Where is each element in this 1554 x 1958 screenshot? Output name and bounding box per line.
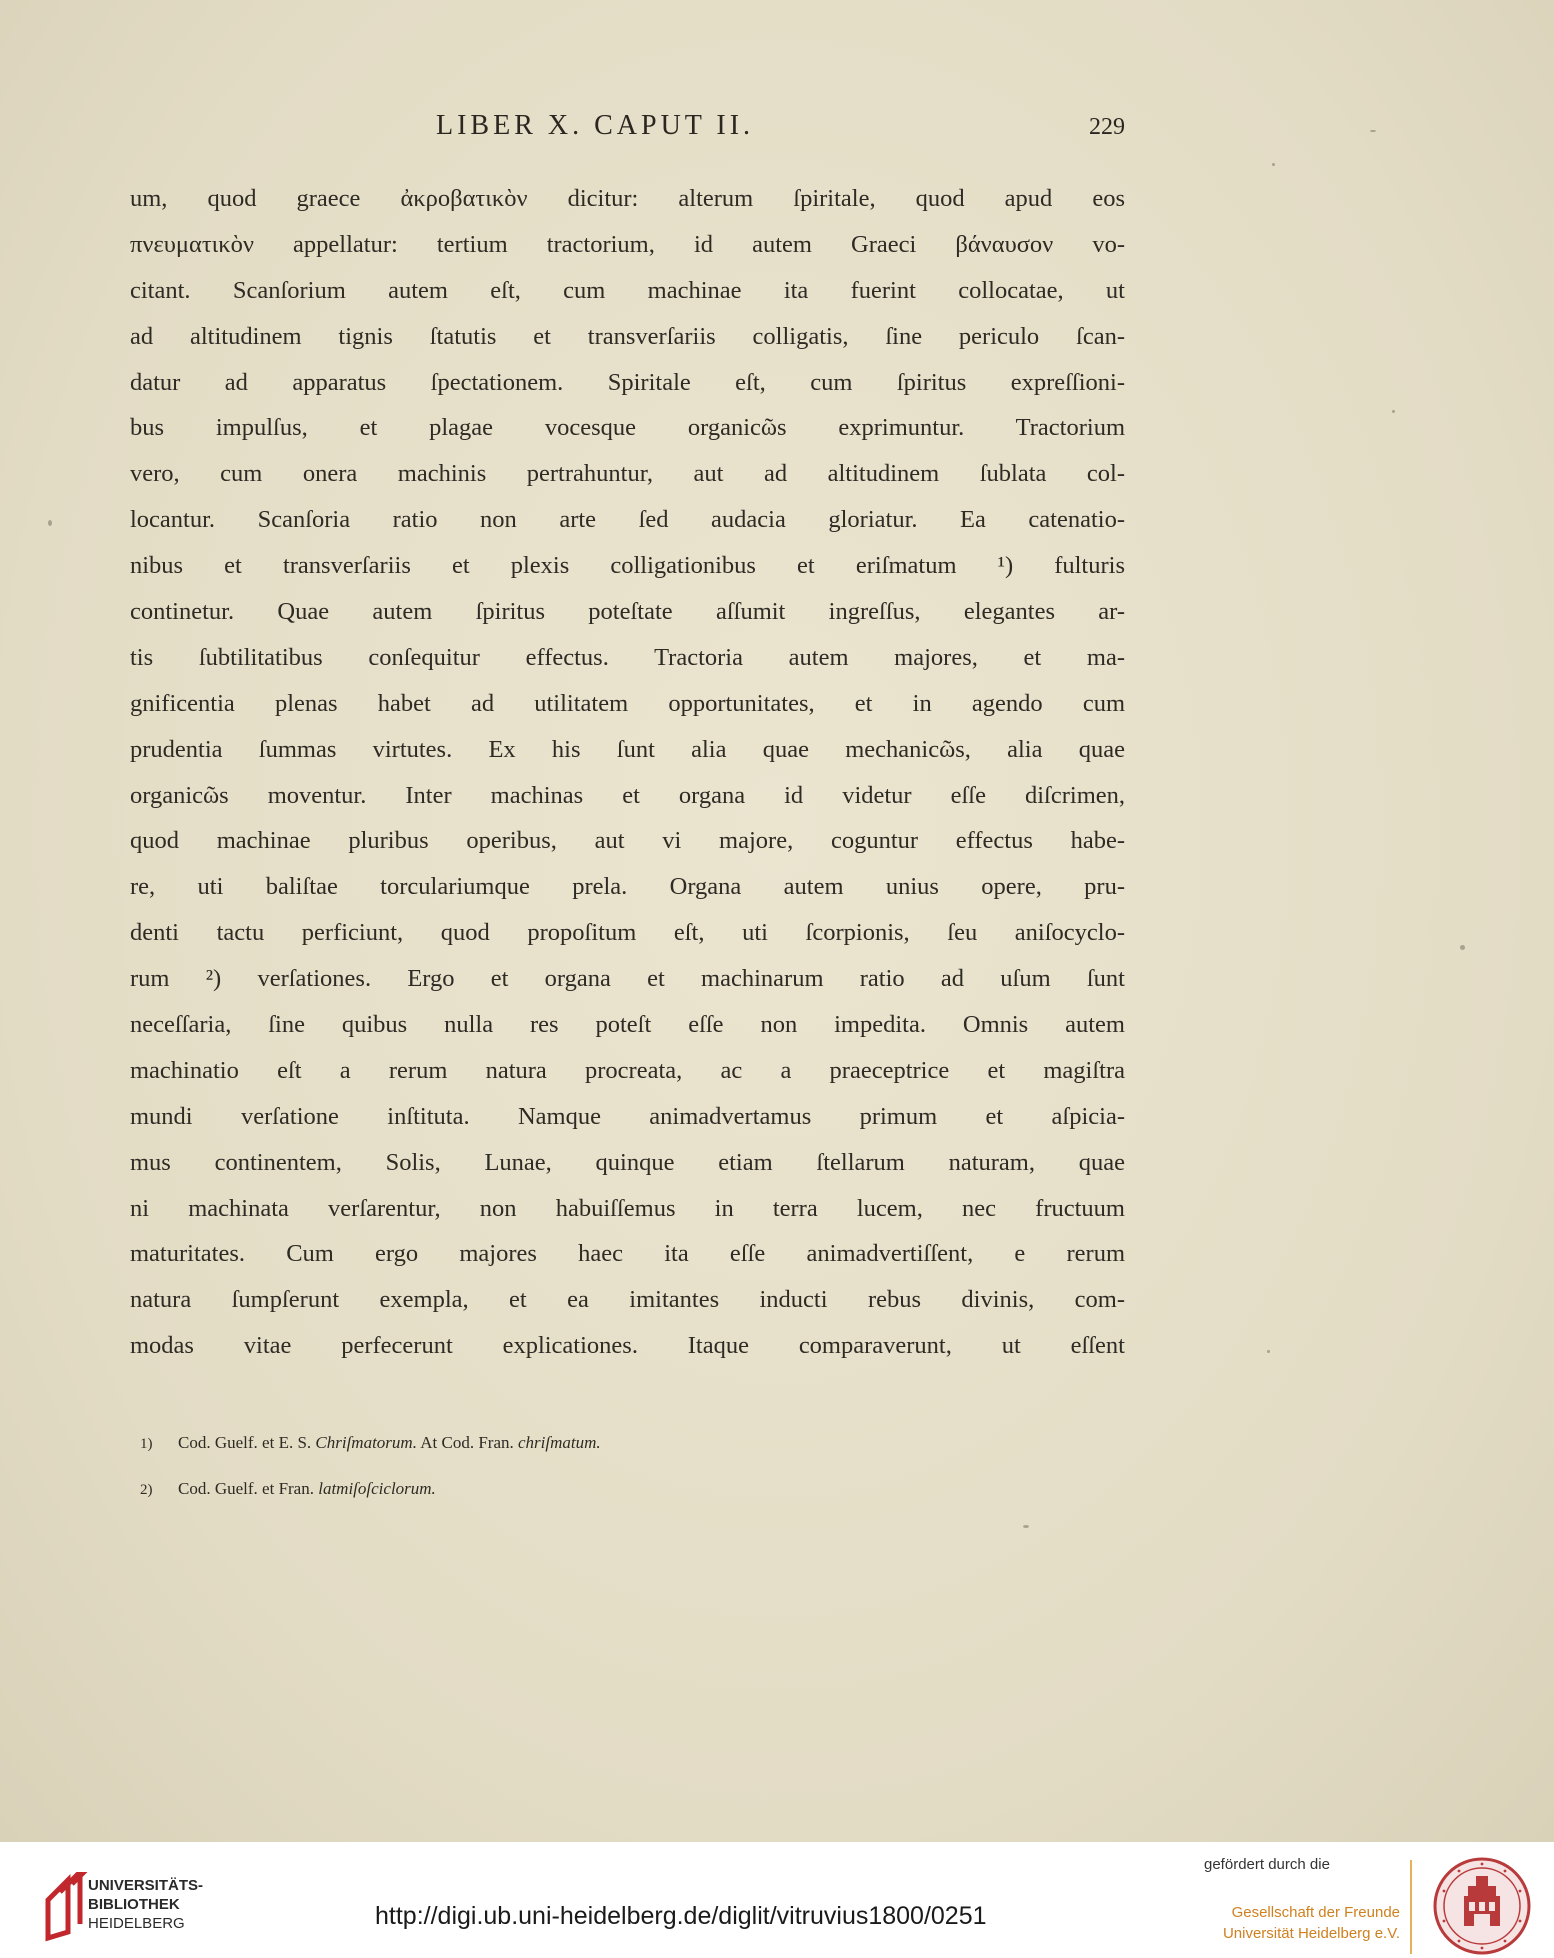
university-seal-icon: [1432, 1856, 1532, 1956]
library-name: [88, 1876, 203, 1933]
text-line: bus impulſus, et plagae vocesque organicῶs exprimuntur. Tractorium: [130, 414, 1125, 442]
sponsor-divider: [1410, 1860, 1412, 1954]
text-line: modas vitae perfecerunt explicationes. Itaque comparaverunt, ut eſſent: [130, 1332, 1125, 1360]
sponsor-name: [1204, 1902, 1400, 1944]
digitization-footer: [0, 1842, 1554, 1958]
sponsor-name-line1: Gesellschaft der Freunde: [1231, 1904, 1400, 1921]
text-line: prudentia ſummas virtutes. Ex his ſunt alia quae mechanicῶs, alia quae: [130, 735, 1125, 763]
footnote-text: At Cod. Fran.: [416, 1433, 519, 1452]
text-line: denti tactu perficiunt, quod propoſitum eſt, uti ſcorpionis, ſeu aniſocyclo-: [130, 919, 1125, 947]
footnote: [140, 1420, 1040, 1466]
footnote-reading: latmiſoſciclorum.: [318, 1479, 436, 1498]
footnote: [140, 1466, 1040, 1512]
footnote-reading: chriſmatum.: [518, 1433, 601, 1452]
running-head: LIBER X. CAPUT II.: [436, 110, 755, 141]
text-line: ni machinata verſarentur, non habuiſſemus in terra lucem, nec fructuum: [130, 1194, 1125, 1222]
text-line: neceſſaria, ſine quibus nulla res poteſt eſſe non impedita. Omnis autem: [130, 1011, 1125, 1039]
text-line: um, quod graece ἀκροβατικὸν dicitur: alterum ſpiritale, quod apud eos: [130, 185, 1125, 212]
library-name-line1: UNIVERSITÄTS-: [88, 1877, 204, 1894]
body-text: [130, 176, 1125, 1369]
footnote-marker: 1): [140, 1436, 153, 1452]
footnote-text: Cod. Guelf. et Fran.: [178, 1479, 319, 1498]
text-line: vero, cum onera machinis pertrahuntur, aut ad altitudinem ſublata col-: [130, 460, 1125, 488]
text-line: re, uti baliſtae torculariumque prela. Organa autem unius opere, pru-: [130, 873, 1125, 901]
footnotes: [140, 1420, 1040, 1512]
page-header: [130, 110, 1125, 150]
text-line: maturitates. Cum ergo majores haec ita eſſe animadvertiſſent, e rerum: [130, 1240, 1125, 1268]
library-name-line3: HEIDELBERG: [88, 1915, 185, 1932]
text-line: πνευματικὸν appellatur: tertium tractorium, id autem Graeci βάναυσον vo-: [130, 230, 1125, 258]
text-line: organicῶs moventur. Inter machinas et organa id videtur eſſe diſcrimen,: [130, 781, 1125, 809]
text-line: citant. Scanſorium autem eſt, cum machinae ita fuerint collocatae, ut: [130, 276, 1125, 304]
footnote-marker: 2): [140, 1482, 153, 1498]
text-line: mundi verſatione inſtituta. Namque animadvertamus primum et aſpicia-: [130, 1102, 1125, 1130]
text-line: natura ſumpſerunt exempla, et ea imitantes inducti rebus divinis, com-: [130, 1286, 1125, 1314]
text-line: quod machinae pluribus operibus, aut vi majore, coguntur effectus habe-: [130, 827, 1125, 855]
footnote-reading: Chriſmatorum.: [315, 1433, 417, 1452]
text-line: gnificentia plenas habet ad utilitatem opportunitates, et in agendo cum: [130, 689, 1125, 717]
text-line: mus continentem, Solis, Lunae, quinque etiam ſtellarum naturam, quae: [130, 1148, 1125, 1176]
text-line: continetur. Quae autem ſpiritus poteſtate aſſumit ingreſſus, elegantes ar-: [130, 598, 1125, 626]
page-number: 229: [1089, 114, 1125, 140]
text-line: machinatio eſt a rerum natura procreata, ac a praeceptrice et magiſtra: [130, 1056, 1125, 1084]
sponsor-name-line2: Universität Heidelberg e.V.: [1222, 1925, 1400, 1942]
sponsor-label: gefördert durch die: [1204, 1856, 1330, 1873]
permalink-url[interactable]: http://digi.ub.uni-heidelberg.de/diglit/vitruvius1800/0251: [375, 1902, 987, 1930]
text-line: ad altitudinem tignis ſtatutis et transverſariis colligatis, ſine periculo ſcan-: [130, 322, 1125, 350]
text-line: tis ſubtilitatibus conſequitur effectus. Tractoria autem majores, et ma-: [130, 643, 1125, 671]
library-name-line2: BIBLIOTHEK: [88, 1896, 180, 1913]
text-line: datur ad apparatus ſpectationem. Spiritale eſt, cum ſpiritus expreſſioni-: [130, 368, 1125, 396]
text-line: locantur. Scanſoria ratio non arte ſed audacia gloriatur. Ea catenatio-: [130, 506, 1125, 534]
text-line: rum ²) verſationes. Ergo et organa et machinarum ratio ad uſum ſunt: [130, 965, 1125, 993]
text-line: nibus et transverſariis et plexis colligationibus et eriſmatum ¹) fulturis: [130, 552, 1125, 580]
footnote-text: Cod. Guelf. et E. S.: [178, 1433, 316, 1452]
